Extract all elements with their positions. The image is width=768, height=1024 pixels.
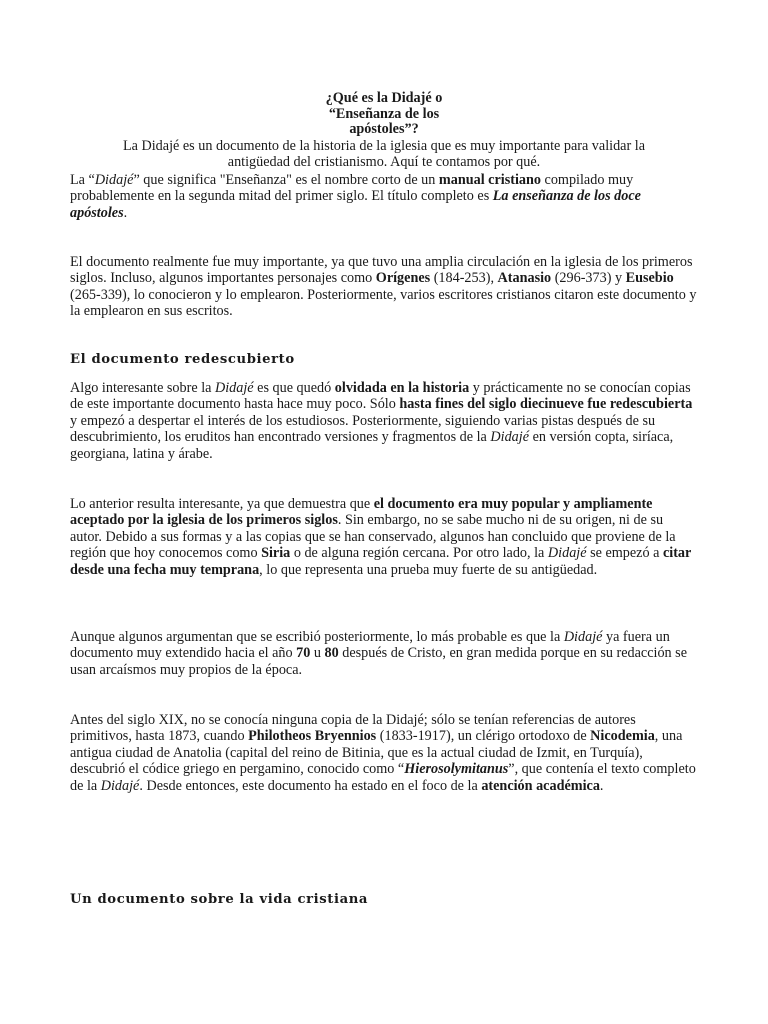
paragraph-circulation: El documento realmente fue muy importante, ya que tuvo una amplia circulación en la iglesia de los primeros siglos. Incluso, algunos importantes personajes como Orígenes (184-253), Atanasio (296-373) y Eusebio (265-339), lo conocieron y lo emplearon. Posteriormente, varios escritores cristianos citaron este documento y la emplearon en sus escritos. [70,254,697,320]
intro-summary [70,139,698,170]
paragraph-rediscovery: Algo interesante sobre la Didajé es que quedó olvidada en la historia y prácticamente no se conocían copias de este importante documento hasta hace muy poco. Sólo hasta fines del siglo diecinueve fue redescubierta y empezó a despertar el interés de los estudiosos. Posteriormente, siguiendo varias pistas después de su descubrimiento, los eruditos han encontrado versiones y fragmentos de la Didajé en versión copta, siríaca, georgiana, latina y árabe. [70,380,693,462]
title-line-3: apóstoles”? [349,121,419,137]
section-heading-christian-life: Un documento sobre la vida cristiana [70,892,369,907]
section-heading-rediscovered: El documento redescubierto [70,352,295,367]
paragraph-discovery: Antes del siglo XIX, no se conocía ninguna copia de la Didajé; sólo se tenían referencias de autores primitivos, hasta 1873, cuando Philotheos Bryennios (1833-1917), un clérigo ortodoxo de Nicodemia, una antigua ciudad de Anatolia (capital del reino de Bitinia, que es la actual ciudad de Izmit, en Turquía), descubrió el códice griego en pergamino, conocido como “Hierosolymitanus”, que contenía el texto completo de la Didajé. Desde entonces, este documento ha estado en el foco de la atención académica. [70,712,696,794]
paragraph-dating: Aunque algunos argumentan que se escribió posteriormente, lo más probable es que la Didajé ya fuera un documento muy extendido hacia el año 70 u 80 después de Cristo, en gran medida porque en su redacción se usan arcaísmos muy propios de la época. [70,629,687,678]
paragraph-popularity: Lo anterior resulta interesante, ya que demuestra que el documento era muy popular y ampliamente aceptado por la iglesia de los primeros siglos. Sin embargo, no se sabe mucho ni de su origen, ni de su autor. Debido a sus formas y a las copias que se han conservado, algunos han concluido que proviene de la región que hoy conocemos como Siria o de alguna región cercana. Por otro lado, la Didajé se empezó a citar desde una fecha muy temprana, lo que representa una prueba muy fuerte de su antigüedad. [70,496,692,578]
title-line-1: ¿Qué es la Didajé o [325,90,443,106]
page-title [0,91,768,138]
title-line-2: “Enseñanza de los [328,105,440,122]
paragraph-definition: La “Didajé” que significa "Enseñanza" es el nombre corto de un manual cristiano compilado muy probablemente en la segunda mitad del primer siglo. El título completo es La enseñanza de los doce apóstoles. [70,172,641,221]
intro-line-2: antigüedad del cristianismo. Aquí te contamos por qué. [227,153,541,170]
intro-line-1: La Didajé es un documento de la historia de la iglesia que es muy importante para validar la [122,138,645,154]
